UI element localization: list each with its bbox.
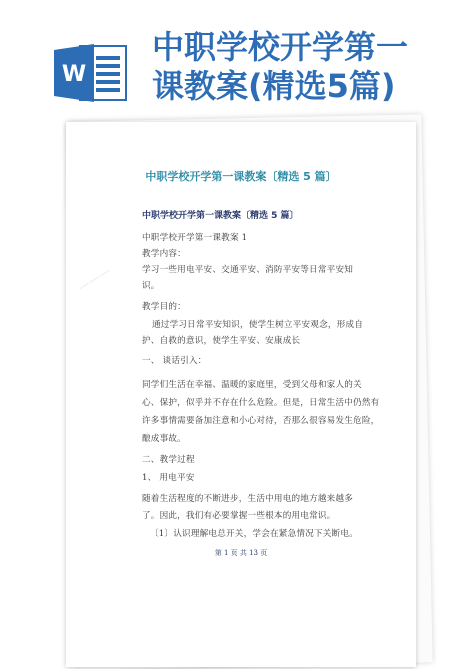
watermark: ——— [75, 263, 113, 295]
text-line: 许多事情需要备加注意和小心对待，否那么很容易发生危险， [142, 416, 380, 426]
text-line: 识。 [142, 281, 160, 291]
text-line: 1、 用电平安 [142, 473, 195, 483]
text-line: 通过学习日常平安知识，使学生树立平安观念，形成自 [152, 320, 364, 330]
text-line: 教学目的： [142, 302, 186, 312]
document-title-line-1: 中职学校开学第一 [152, 28, 409, 66]
document-page [66, 122, 416, 667]
document-title [152, 28, 470, 106]
word-icon [54, 42, 128, 104]
text-line: 酿成事故。 [142, 434, 186, 444]
text-line: 教学内容： [142, 249, 186, 259]
text-line: 中职学校开学第一课教案 1 [142, 233, 248, 243]
svg-text:W: W [61, 62, 87, 87]
document-title-line-2: 课教案(精选5篇) [152, 67, 396, 105]
text-line: 随着生活程度的不断进步，生活中用电的地方越来越多 [142, 494, 354, 504]
text-line: 了。因此，我们有必要掌握一些根本的用电常识。 [142, 511, 336, 521]
text-line: 心、保护，似乎并不存在什么危险。但是，日常生活中仍然有 [142, 398, 380, 408]
page-number-footer: 第 1 页 共 13 页 [214, 549, 268, 557]
document-subheading: 中职学校开学第一课教案〔精选 5 篇〕 [142, 211, 299, 221]
text-line: 一、 谈话引入： [142, 356, 207, 366]
text-line: 〔1〕认识理解电总开关，学会在紧急情况下关断电。 [150, 529, 358, 539]
text-line: 护、自救的意识，使学生平安、安康成长 [142, 336, 301, 346]
text-line: 学习一些用电平安、交通平安、消防平安等日常平安知 [142, 265, 354, 275]
text-line: 同学们生活在幸福、温暖的家庭里，受到父母和家人的关 [142, 380, 362, 390]
text-line: 二、教学过程 [142, 455, 195, 465]
document-heading: 中职学校开学第一课教案〔精选 5 篇〕 [145, 170, 337, 183]
title-banner [0, 0, 474, 108]
